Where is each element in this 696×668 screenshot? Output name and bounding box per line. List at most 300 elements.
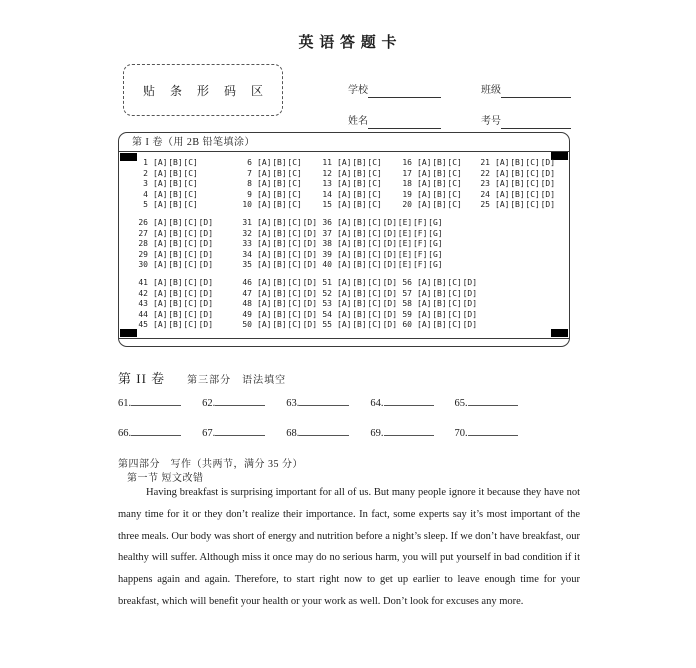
answer-option-C: [C]	[367, 309, 382, 319]
blank-number: 65.	[454, 398, 468, 409]
answer-option-A: [A]	[337, 158, 352, 167]
question-number: 53	[322, 299, 332, 309]
question-number: 31	[242, 217, 252, 227]
answer-option-A: [A]	[337, 228, 352, 238]
answer-option-B: [B]	[432, 158, 447, 167]
blank-item	[202, 423, 265, 441]
blank-underline	[299, 425, 349, 436]
question-number: 26	[138, 217, 148, 227]
answer-option-B: [B]	[272, 288, 287, 298]
answer-option-B: [B]	[168, 217, 183, 227]
answer-row	[134, 158, 565, 169]
question-cell	[398, 169, 476, 180]
question-number: 36	[322, 217, 332, 227]
question-cell	[238, 289, 318, 300]
answer-option-G: [G]	[428, 217, 443, 227]
answer-option-A: [A]	[495, 189, 510, 199]
blank-underline	[384, 425, 434, 436]
answer-option-A: [A]	[337, 309, 352, 319]
question-number: 5	[143, 200, 148, 210]
answer-row	[134, 190, 565, 201]
answer-option-C: [C]	[183, 239, 198, 249]
class-field-line	[501, 87, 571, 98]
answer-option-C: [C]	[525, 179, 540, 189]
answer-option-C: [C]	[183, 309, 198, 319]
blank-underline	[215, 425, 265, 436]
question-cell	[238, 190, 318, 201]
answer-option-D: [D]	[198, 309, 214, 319]
answer-option-A: [A]	[257, 179, 272, 189]
answer-option-B: [B]	[510, 179, 525, 189]
answer-option-C: [C]	[183, 277, 198, 287]
answer-option-A: [A]	[337, 277, 352, 287]
answer-option-B: [B]	[168, 189, 183, 199]
answer-row	[134, 169, 565, 180]
question-number: 6	[247, 158, 252, 167]
question-cell	[238, 320, 318, 331]
question-cell	[134, 289, 238, 300]
answer-option-A: [A]	[153, 200, 168, 210]
answer-option-B: [B]	[352, 168, 367, 178]
answer-option-C: [C]	[367, 260, 382, 270]
question-cell	[238, 229, 318, 240]
question-number: 15	[322, 200, 332, 210]
blank-item	[118, 423, 181, 441]
question-number: 58	[402, 299, 412, 309]
answer-option-A: [A]	[257, 239, 272, 249]
answer-option-C: [C]	[367, 158, 382, 167]
answer-option-C: [C]	[183, 299, 198, 309]
question-number: 14	[322, 189, 332, 199]
answer-option-A: [A]	[257, 260, 272, 270]
answer-option-B: [B]	[432, 309, 447, 319]
blank-underline	[131, 425, 181, 436]
question-number: 59	[402, 309, 412, 319]
answer-option-D: [D]	[302, 309, 318, 319]
answer-option-F: [F]	[412, 217, 428, 227]
answer-option-B: [B]	[272, 179, 287, 189]
answer-block	[134, 278, 565, 331]
answer-option-F: [F]	[412, 260, 428, 270]
answer-option-A: [A]	[495, 200, 510, 210]
answer-option-D: [D]	[540, 189, 556, 199]
answer-option-B: [B]	[168, 158, 183, 167]
answer-option-A: [A]	[153, 189, 168, 199]
answer-option-E: [E]	[397, 217, 413, 227]
answer-option-C: [C]	[287, 260, 302, 270]
question-cell	[238, 260, 318, 271]
field-row-2	[348, 111, 571, 125]
answer-option-C: [C]	[287, 228, 302, 238]
answer-option-C: [C]	[367, 299, 382, 309]
answer-option-C: [C]	[367, 228, 382, 238]
answer-row	[134, 179, 565, 190]
fill-blank-row-2	[118, 423, 539, 441]
answer-option-C: [C]	[367, 320, 382, 330]
answer-option-B: [B]	[168, 200, 183, 210]
answer-option-B: [B]	[432, 200, 447, 210]
question-number: 40	[322, 260, 332, 270]
question-cell	[318, 278, 398, 289]
answer-option-B: [B]	[352, 309, 367, 319]
question-cell	[238, 200, 318, 211]
answer-option-A: [A]	[417, 200, 432, 210]
question-cell	[398, 289, 478, 300]
answer-option-C: [C]	[447, 309, 462, 319]
answer-option-C: [C]	[447, 299, 462, 309]
answer-option-C: [C]	[183, 179, 198, 189]
school-field-label: 学校	[348, 85, 368, 96]
answer-option-C: [C]	[367, 189, 382, 199]
answer-option-B: [B]	[272, 239, 287, 249]
fill-blank-row-1	[118, 393, 539, 411]
answer-option-D: [D]	[540, 200, 556, 210]
answer-option-A: [A]	[337, 320, 352, 330]
answer-option-C: [C]	[287, 189, 302, 199]
answer-option-A: [A]	[257, 320, 272, 330]
question-number: 22	[480, 168, 490, 178]
answer-option-C: [C]	[525, 200, 540, 210]
question-number: 17	[402, 168, 412, 178]
answer-option-A: [A]	[153, 288, 168, 298]
answer-row	[134, 289, 565, 300]
answer-option-G: [G]	[428, 239, 443, 249]
answer-option-D: [D]	[302, 239, 318, 249]
question-number: 19	[402, 189, 412, 199]
question-number: 7	[247, 168, 252, 178]
question-cell	[398, 179, 476, 190]
answer-option-D: [D]	[382, 288, 398, 298]
blank-number: 64.	[370, 398, 384, 409]
answer-option-B: [B]	[432, 288, 447, 298]
answer-option-B: [B]	[432, 277, 447, 287]
answer-option-A: [A]	[417, 189, 432, 199]
class-field-label: 班级	[481, 85, 501, 96]
question-cell	[476, 200, 556, 211]
blank-number: 70.	[454, 428, 468, 439]
answer-option-B: [B]	[168, 299, 183, 309]
answer-option-D: [D]	[302, 288, 318, 298]
question-cell	[318, 158, 398, 169]
question-number: 1	[143, 158, 148, 167]
answer-option-C: [C]	[183, 320, 198, 330]
answer-option-B: [B]	[352, 179, 367, 189]
answer-option-A: [A]	[257, 168, 272, 178]
answer-option-B: [B]	[432, 168, 447, 178]
question-number: 9	[247, 189, 252, 199]
answer-grid	[134, 158, 565, 338]
answer-row	[134, 299, 565, 310]
answer-option-B: [B]	[272, 168, 287, 178]
answer-option-D: [D]	[462, 309, 478, 319]
answer-option-D: [D]	[540, 168, 556, 178]
box-bottom-rule	[119, 338, 569, 339]
answer-option-A: [A]	[257, 249, 272, 259]
question-cell	[398, 278, 478, 289]
answer-option-C: [C]	[447, 200, 462, 210]
part2-heading-row	[118, 368, 286, 387]
question-number: 47	[242, 288, 252, 298]
blank-item	[455, 423, 518, 441]
question-number: 35	[242, 260, 252, 270]
answer-option-F: [F]	[412, 249, 428, 259]
answer-row	[134, 260, 565, 271]
question-number: 60	[402, 320, 412, 330]
answer-option-B: [B]	[352, 217, 367, 227]
answer-option-C: [C]	[287, 288, 302, 298]
answer-option-B: [B]	[168, 228, 183, 238]
answer-option-A: [A]	[153, 179, 168, 189]
question-cell	[238, 169, 318, 180]
question-cell	[318, 190, 398, 201]
blank-item	[118, 393, 181, 411]
question-cell	[398, 200, 476, 211]
question-number: 11	[322, 158, 332, 167]
question-number: 34	[242, 249, 252, 259]
question-number: 20	[402, 200, 412, 210]
question-number: 37	[322, 228, 332, 238]
question-cell	[134, 200, 238, 211]
answer-row	[134, 218, 565, 229]
question-number: 28	[138, 239, 148, 249]
part2-title: 第 II 卷	[118, 371, 166, 386]
answer-option-B: [B]	[352, 260, 367, 270]
answer-option-D: [D]	[198, 320, 214, 330]
answer-option-D: [D]	[302, 228, 318, 238]
blank-underline	[131, 395, 181, 406]
answer-option-A: [A]	[153, 158, 168, 167]
answer-option-A: [A]	[153, 228, 168, 238]
part1-header: 第 I 卷（用 2B 铅笔填涂）	[119, 133, 569, 152]
answer-option-A: [A]	[257, 158, 272, 167]
answer-option-C: [C]	[447, 320, 462, 330]
answer-option-C: [C]	[367, 168, 382, 178]
question-cell	[134, 260, 238, 271]
name-field-label: 姓名	[348, 116, 368, 127]
part4-sub-heading: 第一节 短文改错	[127, 473, 204, 484]
answer-option-E: [E]	[397, 260, 413, 270]
question-cell	[318, 250, 443, 261]
answer-option-C: [C]	[287, 320, 302, 330]
question-number: 8	[247, 179, 252, 189]
question-number: 24	[480, 189, 490, 199]
answer-option-C: [C]	[287, 239, 302, 249]
answer-option-A: [A]	[417, 277, 432, 287]
answer-option-C: [C]	[447, 179, 462, 189]
answer-option-B: [B]	[510, 158, 525, 167]
answer-option-B: [B]	[272, 260, 287, 270]
answer-option-D: [D]	[382, 249, 398, 259]
answer-option-D: [D]	[198, 239, 214, 249]
answer-option-C: [C]	[287, 299, 302, 309]
answer-option-A: [A]	[337, 200, 352, 210]
answer-option-B: [B]	[272, 200, 287, 210]
question-number: 2	[143, 168, 148, 178]
question-number: 49	[242, 309, 252, 319]
error-correction-passage: Having breakfast is surprising important for all of us. But many people ignore it because they have not many time for it or they don’t realize their importance. In fact, some experts say it’s most important of the three meals. Our body was short of energy and nutrition before a night’s sleep. If we don’t have breakfast, our healthy will suffer. Although miss it once may do no serious harm, you will put yourself in bad condition if it happens again and again. Therefore, to start right now to get up earlier to leave enough time for your breakfast, which will benefit your health or your work as well. Don’t look for excuses any more.	[118, 487, 580, 607]
answer-option-A: [A]	[495, 179, 510, 189]
answer-option-C: [C]	[183, 200, 198, 210]
answer-option-D: [D]	[462, 288, 478, 298]
blank-number: 63.	[286, 398, 300, 409]
answer-option-C: [C]	[183, 189, 198, 199]
answer-option-B: [B]	[272, 249, 287, 259]
answer-option-A: [A]	[417, 320, 432, 330]
question-cell	[238, 299, 318, 310]
answer-option-A: [A]	[257, 200, 272, 210]
answer-option-A: [A]	[257, 288, 272, 298]
answer-option-C: [C]	[447, 168, 462, 178]
answer-option-B: [B]	[168, 260, 183, 270]
question-number: 50	[242, 320, 252, 330]
question-cell	[398, 190, 476, 201]
question-cell	[134, 310, 238, 321]
question-number: 41	[138, 277, 148, 287]
answer-option-A: [A]	[337, 239, 352, 249]
answer-row	[134, 250, 565, 261]
answer-option-C: [C]	[287, 249, 302, 259]
answer-option-A: [A]	[337, 179, 352, 189]
question-cell	[238, 158, 318, 169]
answer-option-B: [B]	[168, 309, 183, 319]
answer-row	[134, 229, 565, 240]
question-number: 23	[480, 179, 490, 189]
page-title: 英 语 答 题 卡	[298, 35, 398, 51]
blank-number: 67.	[202, 428, 216, 439]
question-cell	[318, 179, 398, 190]
answer-option-C: [C]	[287, 168, 302, 178]
question-number: 30	[138, 260, 148, 270]
blank-item	[370, 393, 433, 411]
answer-option-C: [C]	[367, 239, 382, 249]
answer-option-B: [B]	[168, 277, 183, 287]
blank-number: 66.	[118, 428, 132, 439]
part2-section-title: 第三部分 语法填空	[187, 375, 287, 386]
answer-option-B: [B]	[272, 217, 287, 227]
answer-option-C: [C]	[367, 249, 382, 259]
answer-option-E: [E]	[397, 239, 413, 249]
question-number: 42	[138, 288, 148, 298]
question-number: 57	[402, 288, 412, 298]
answer-option-C: [C]	[183, 158, 198, 167]
answer-option-A: [A]	[417, 299, 432, 309]
answer-option-B: [B]	[510, 189, 525, 199]
answer-row	[134, 310, 565, 321]
answer-option-B: [B]	[352, 249, 367, 259]
answer-option-C: [C]	[367, 288, 382, 298]
answer-option-A: [A]	[257, 277, 272, 287]
answer-option-B: [B]	[272, 320, 287, 330]
question-cell	[134, 229, 238, 240]
answer-option-C: [C]	[447, 158, 462, 167]
blank-number: 62.	[202, 398, 216, 409]
blank-underline	[468, 395, 518, 406]
question-cell	[476, 179, 556, 190]
answer-option-D: [D]	[198, 260, 214, 270]
question-cell	[318, 299, 398, 310]
question-cell	[318, 169, 398, 180]
blank-number: 61.	[118, 398, 132, 409]
question-cell	[134, 320, 238, 331]
question-cell	[238, 250, 318, 261]
question-number: 4	[143, 189, 148, 199]
barcode-area-label: 贴 条 形 码 区	[142, 83, 269, 98]
question-cell	[318, 260, 443, 271]
question-number: 56	[402, 277, 412, 287]
blank-item	[370, 423, 433, 441]
question-number: 43	[138, 299, 148, 309]
question-cell	[318, 229, 443, 240]
question-cell	[134, 278, 238, 289]
question-number: 12	[322, 168, 332, 178]
answer-option-A: [A]	[257, 189, 272, 199]
answer-option-A: [A]	[153, 168, 168, 178]
blank-number: 69.	[370, 428, 384, 439]
answer-option-F: [F]	[412, 239, 428, 249]
school-field-line	[368, 87, 441, 98]
answer-option-G: [G]	[428, 249, 443, 259]
answer-option-B: [B]	[352, 288, 367, 298]
exam-no-field-label: 考号	[481, 116, 501, 127]
answer-option-D: [D]	[382, 217, 398, 227]
answer-option-D: [D]	[540, 179, 556, 189]
question-cell	[318, 218, 443, 229]
answer-option-B: [B]	[432, 179, 447, 189]
question-cell	[134, 239, 238, 250]
answer-option-D: [D]	[198, 217, 214, 227]
answer-option-D: [D]	[198, 299, 214, 309]
answer-option-C: [C]	[447, 288, 462, 298]
question-number: 38	[322, 239, 332, 249]
answer-option-D: [D]	[462, 299, 478, 309]
answer-option-A: [A]	[153, 249, 168, 259]
answer-option-C: [C]	[287, 217, 302, 227]
answer-option-B: [B]	[272, 189, 287, 199]
question-cell	[134, 158, 238, 169]
answer-option-B: [B]	[272, 299, 287, 309]
answer-option-C: [C]	[183, 217, 198, 227]
question-cell	[238, 310, 318, 321]
question-cell	[318, 310, 398, 321]
answer-option-A: [A]	[257, 299, 272, 309]
question-cell	[134, 250, 238, 261]
answer-option-C: [C]	[525, 158, 540, 167]
blank-underline	[299, 395, 349, 406]
answer-option-B: [B]	[510, 168, 525, 178]
part4-heading: 第四部分 写作（共两节，满分 35 分）	[118, 459, 303, 470]
answer-option-C: [C]	[287, 158, 302, 167]
question-cell	[318, 200, 398, 211]
answer-option-F: [F]	[412, 228, 428, 238]
answer-row	[134, 200, 565, 211]
question-cell	[398, 299, 478, 310]
answer-option-C: [C]	[367, 200, 382, 210]
answer-option-B: [B]	[352, 320, 367, 330]
question-cell	[318, 239, 443, 250]
question-number: 55	[322, 320, 332, 330]
question-cell	[134, 179, 238, 190]
question-number: 29	[138, 249, 148, 259]
question-cell	[134, 299, 238, 310]
answer-row	[134, 278, 565, 289]
blank-item	[202, 393, 265, 411]
question-cell	[238, 179, 318, 190]
blank-underline	[468, 425, 518, 436]
answer-block	[134, 218, 565, 271]
answer-option-B: [B]	[272, 228, 287, 238]
question-number: 16	[402, 158, 412, 167]
answer-option-D: [D]	[540, 158, 556, 167]
